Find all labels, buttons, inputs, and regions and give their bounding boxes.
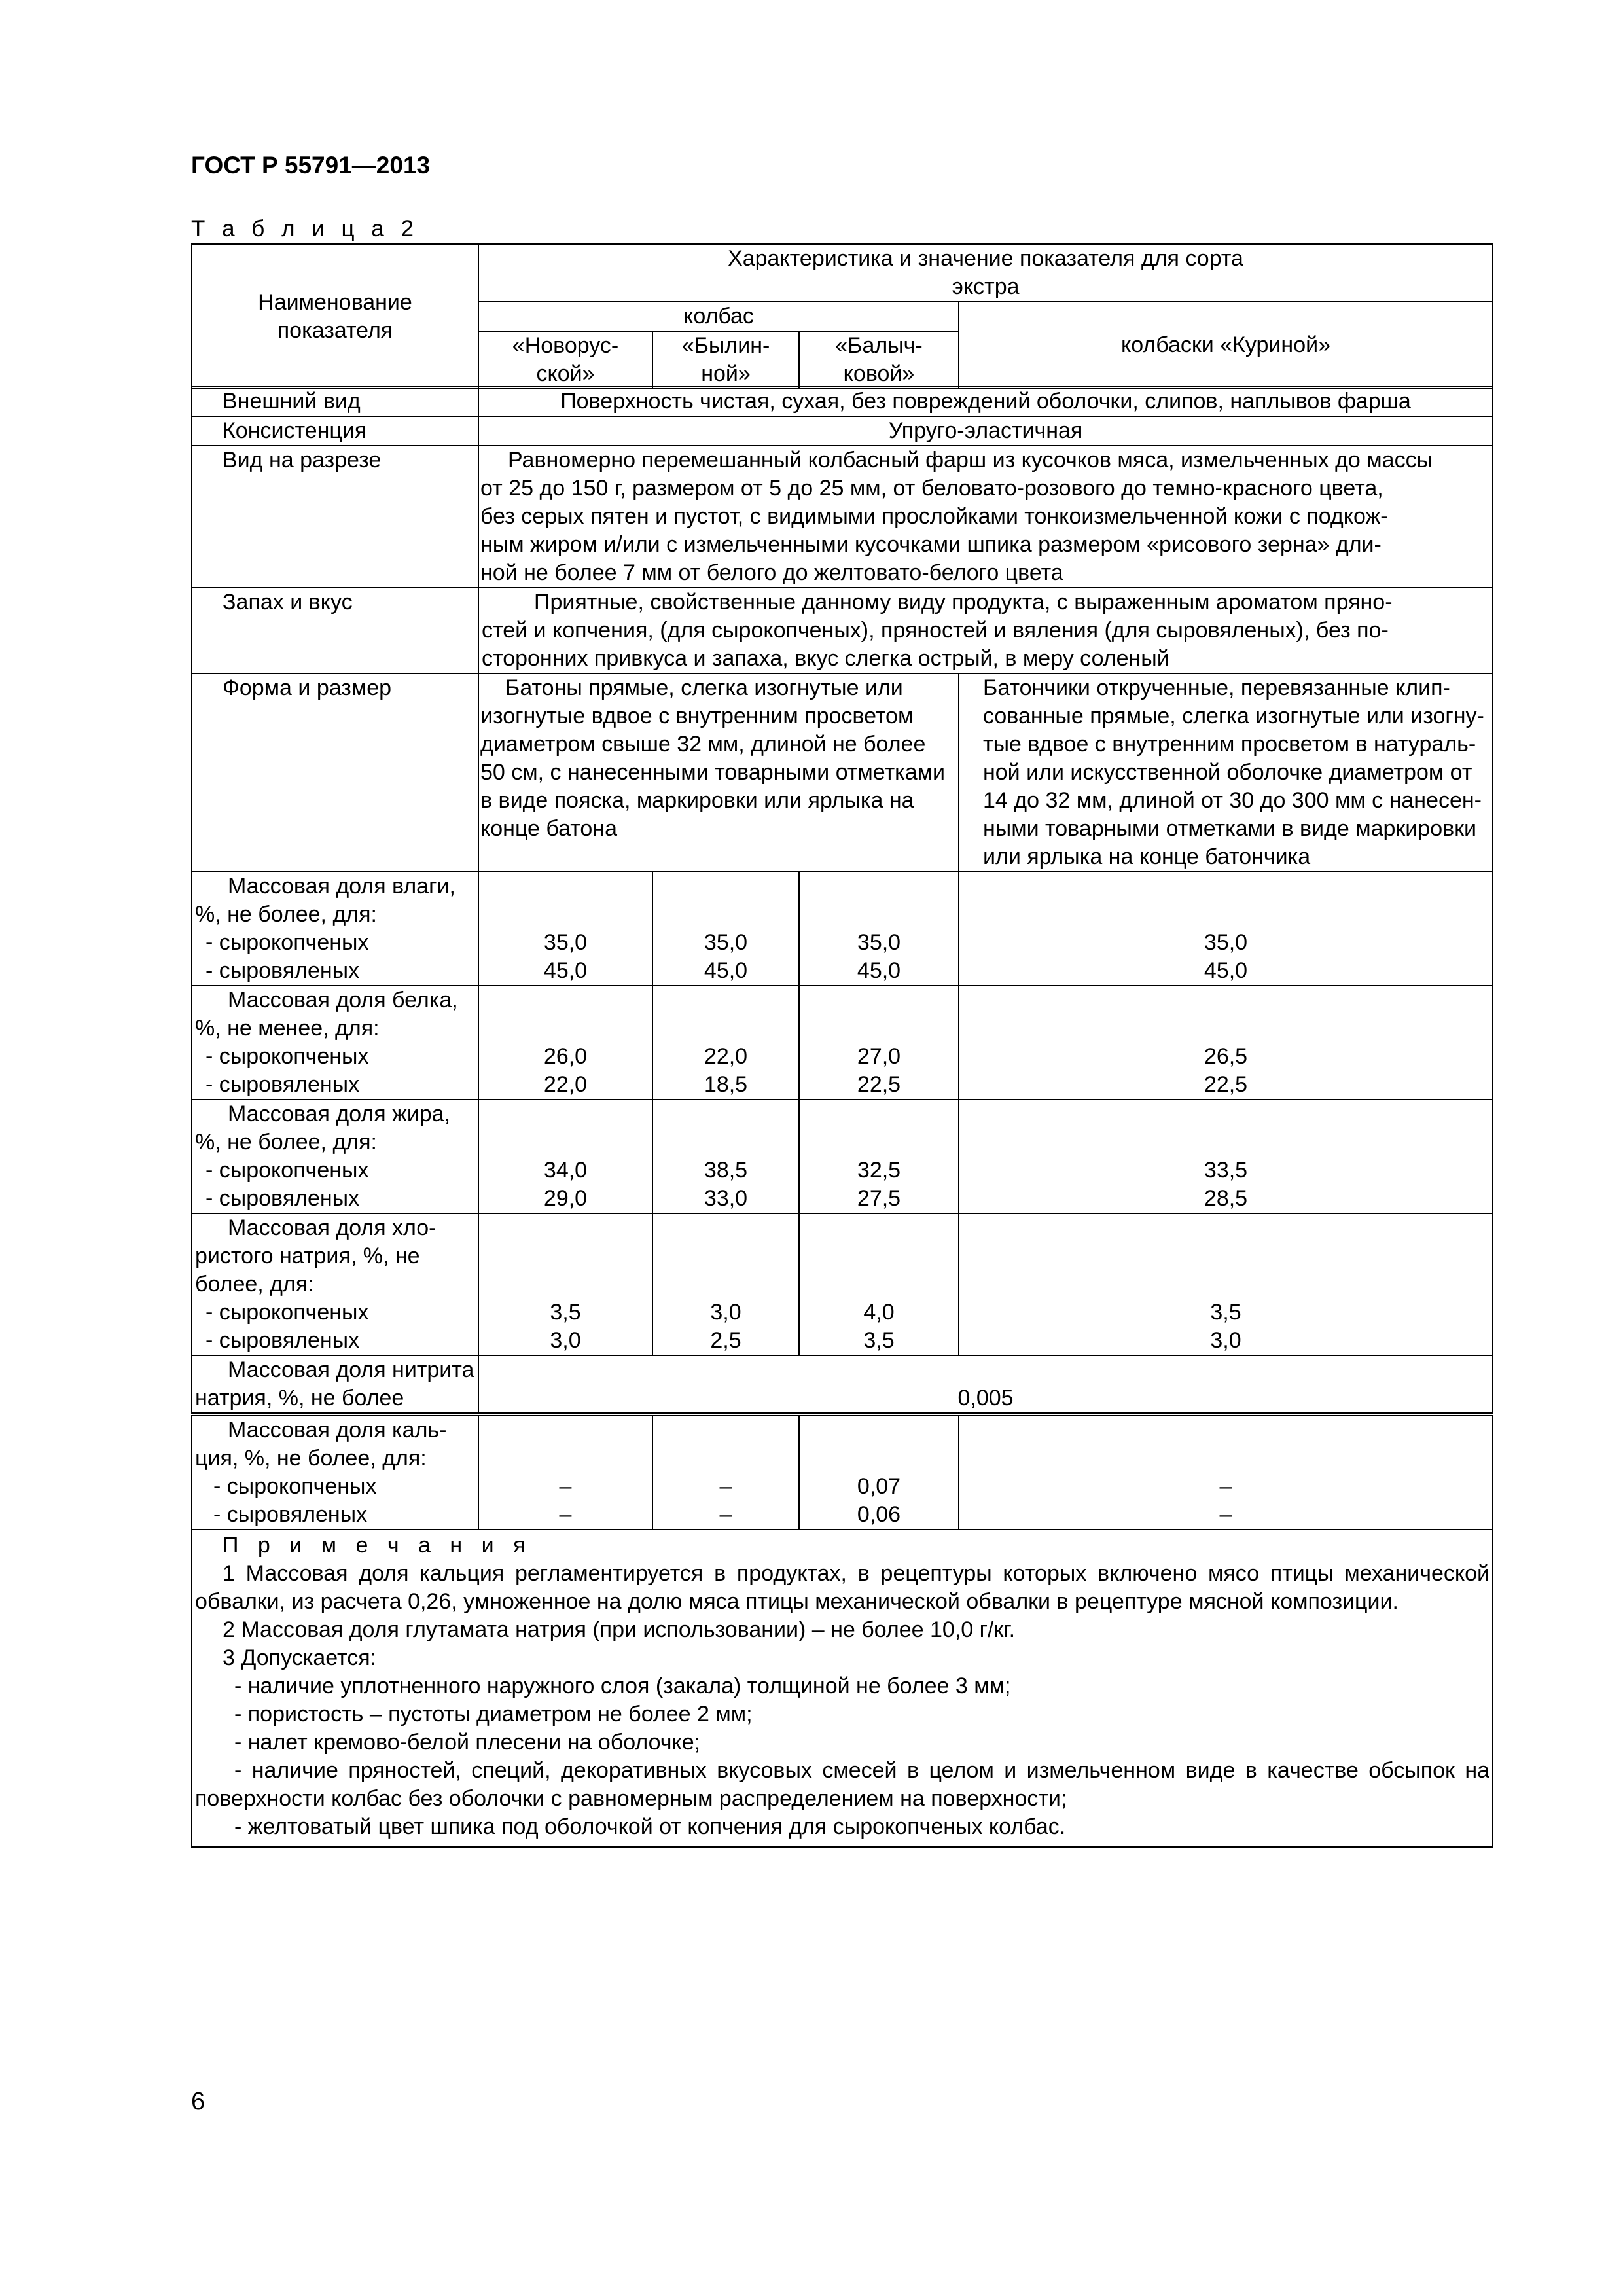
table-row xyxy=(192,1100,1493,1213)
row-value-shape-kolbaski: Батончики открученные, перевязанные клип- сованные прямые, слегка изогнутые или изогну- тые вдвое с внутренним просветом в натураль- ной или искусственной оболочке диаметром от 14 до 32 мм, длиной от 30 до 300 мм с нанесен- ными товарными отметками в виде маркировки или ярлыка на конце батончика xyxy=(959,673,1493,872)
note-item: - налет кремово-белой плесени на оболочке; xyxy=(234,1730,701,1755)
notes-title: П р и м е ч а н и я xyxy=(223,1533,532,1558)
cell-salt-novoruss: 3,5 3,0 xyxy=(478,1213,652,1355)
table-row xyxy=(192,872,1493,986)
header-sausage-novoruss: «Новорус- ской» xyxy=(478,331,652,389)
cell-moisture-kolbaski: 35,0 45,0 xyxy=(959,872,1493,986)
cell-protein-kolbaski: 26,5 22,5 xyxy=(959,986,1493,1100)
note-item: - наличие уплотненного наружного слоя (закала) толщиной не более 3 мм; xyxy=(234,1674,1011,1698)
note-1: 1 Массовая доля кальция регламентируется в продуктах, в рецептуры которых включено мясо птицы механической обвалки, из расчета 0,26, умноженное на долю мяса птицы механической обвалки в рецептуре мясной композиции. xyxy=(195,1561,1490,1614)
row-value-shape-kolbas: Батоны прямые, слегка изогнутые или изогнутые вдвое с внутренним просветом диаметром свыше 32 мм, длиной не более 50 см, с нанесенными товарными отметками в виде пояска, маркировки или ярлыка на конце батона xyxy=(478,673,959,872)
row-value-smell: Приятные, свойственные данному виду продукта, с выраженным ароматом пряно- стей и копчения, (для сырокопченых), пряностей и вяления (для сыровяленых), без по- сторонних привкуса и запаха, вкус слегка острый, в меру соленый xyxy=(478,588,1493,673)
row-name-fat: Массовая доля жира, %, не более, для: - сырокопченых - сыровяленых xyxy=(192,1100,478,1213)
cell-calcium-novoruss: – – xyxy=(478,1414,652,1530)
header-sausage-bylin: «Былин- ной» xyxy=(652,331,799,389)
table-row xyxy=(192,1355,1493,1414)
note-3: 3 Допускается: xyxy=(223,1645,377,1670)
cell-salt-bylin: 3,0 2,5 xyxy=(652,1213,799,1355)
cell-calcium-balych: 0,07 0,06 xyxy=(799,1414,959,1530)
row-name-protein: Массовая доля белка, %, не менее, для: - сырокопченых - сыровяленых xyxy=(192,986,478,1100)
row-value-appearance: Поверхность чистая, сухая, без повреждений оболочки, слипов, наплывов фарша xyxy=(478,387,1493,416)
table-row xyxy=(192,986,1493,1100)
row-name-appearance: Внешний вид xyxy=(192,387,478,416)
table-caption: Т а б л и ц а 2 xyxy=(191,216,419,242)
table-row xyxy=(192,416,1493,446)
header-kolbas: колбас xyxy=(478,302,959,331)
page-number: 6 xyxy=(191,2088,205,2115)
table-row xyxy=(192,1213,1493,1355)
table-row xyxy=(192,1414,1493,1530)
row-name-shape: Форма и размер xyxy=(192,673,478,872)
cell-protein-novoruss: 26,0 22,0 xyxy=(478,986,652,1100)
cell-calcium-kolbaski: – – xyxy=(959,1414,1493,1530)
row-name-salt: Массовая доля хло- ристого натрия, %, не более, для: - сырокопченых - сыровяленых xyxy=(192,1213,478,1355)
header-param-name: Наименование показателя xyxy=(192,244,478,389)
cell-fat-bylin: 38,5 33,0 xyxy=(652,1100,799,1213)
cell-moisture-bylin: 35,0 45,0 xyxy=(652,872,799,986)
row-name-moisture: Массовая доля влаги, %, не более, для: - сырокопченых - сыровяленых xyxy=(192,872,478,986)
cell-protein-bylin: 22,0 18,5 xyxy=(652,986,799,1100)
cell-moisture-balych: 35,0 45,0 xyxy=(799,872,959,986)
header-grade-title: Характеристика и значение показателя для сорта экстра xyxy=(478,244,1493,302)
row-name-consistency: Консистенция xyxy=(192,416,478,446)
row-name-calcium: Массовая доля каль- ция, %, не более, для: - сырокопченых - сыровяленых xyxy=(192,1414,478,1530)
cell-salt-balych: 4,0 3,5 xyxy=(799,1213,959,1355)
cell-protein-balych: 27,0 22,5 xyxy=(799,986,959,1100)
header-sausage-balych: «Балыч- ковой» xyxy=(799,331,959,389)
cell-fat-kolbaski: 33,5 28,5 xyxy=(959,1100,1493,1213)
row-name-nitrite: Массовая доля нитрита натрия, %, не более xyxy=(192,1355,478,1414)
table-header xyxy=(191,243,1493,389)
document-header: ГОСТ Р 55791—2013 xyxy=(191,152,431,179)
note-item: - пористость – пустоты диаметром не более 2 мм; xyxy=(234,1702,753,1727)
table-body xyxy=(191,386,1493,1848)
table-row xyxy=(192,673,1493,872)
cell-calcium-bylin: – – xyxy=(652,1414,799,1530)
cell-salt-kolbaski: 3,5 3,0 xyxy=(959,1213,1493,1355)
notes-row xyxy=(192,1530,1493,1847)
cell-fat-balych: 32,5 27,5 xyxy=(799,1100,959,1213)
note-item: - наличие пряностей, специй, декоративных вкусовых смесей в целом и измельченном виде в качестве обсыпок на поверхности колбас без оболочки с равномерным распределением на поверхности; xyxy=(195,1758,1490,1811)
row-value-cut: Равномерно перемешанный колбасный фарш из кусочков мяса, измельченных до массы от 25 до 150 г, размером от 5 до 25 мм, от беловато-розового до темно-красного цвета, без серых пятен и пустот, с видимыми прослойками тонкоизмельченной кожи с подкож- ным жиром и/или с измельченными кусочками шпика размером «рисового зерна» дли- ной не более 7 мм от белого до желтовато-белого цвета xyxy=(478,446,1493,588)
table-row xyxy=(192,446,1493,588)
header-kolbaski: колбаски «Куриной» xyxy=(959,302,1493,389)
cell-moisture-novoruss: 35,0 45,0 xyxy=(478,872,652,986)
note-item: - желтоватый цвет шпика под оболочкой от копчения для сырокопченых колбас. xyxy=(234,1814,1066,1839)
row-name-cut: Вид на разрезе xyxy=(192,446,478,588)
row-value-consistency: Упруго-эластичная xyxy=(478,416,1493,446)
row-value-nitrite: 0,005 xyxy=(478,1355,1493,1414)
cell-fat-novoruss: 34,0 29,0 xyxy=(478,1100,652,1213)
row-name-smell: Запах и вкус xyxy=(192,588,478,673)
table-row xyxy=(192,387,1493,416)
table-row xyxy=(192,588,1493,673)
notes xyxy=(192,1530,1493,1847)
note-2: 2 Массовая доля глутамата натрия (при использовании) – не более 10,0 г/кг. xyxy=(223,1617,1016,1642)
